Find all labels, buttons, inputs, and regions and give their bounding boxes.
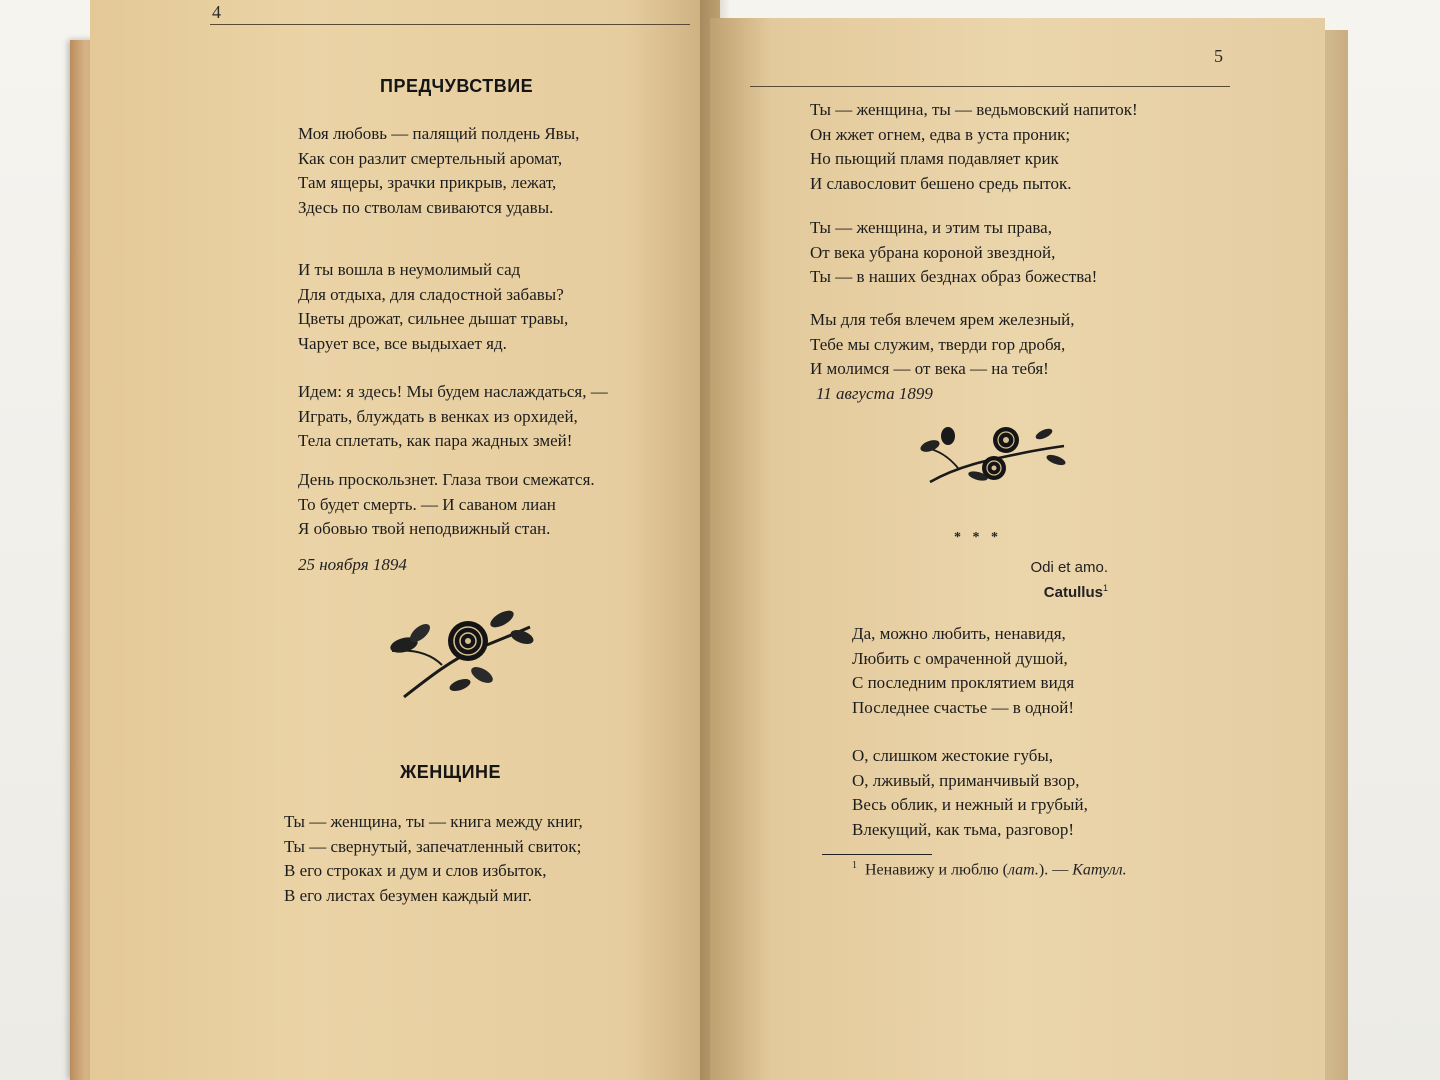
stanza (298, 380, 608, 454)
footnote (852, 860, 1127, 879)
verse-line: О, лживый, приманчивый взор, (852, 770, 1080, 790)
verse-line: Там ящеры, зрачки прикрыв, лежат, (298, 173, 557, 192)
verse-line: Да, можно любить, ненавидя, (852, 624, 1066, 643)
verse-line: То будет смерть. — И саваном лиан (298, 494, 556, 514)
verse-line: Он жжет огнем, едва в уста проник; (810, 124, 1071, 144)
stanza (852, 744, 1088, 842)
rose-branch-icon (382, 605, 542, 705)
verse-line: Здесь по стволам свиваются удавы. (298, 197, 554, 217)
verse-line: Играть, блуждать в венках из орхидей, (298, 406, 578, 426)
verse-line: Последнее счастье — в одной! (852, 697, 1075, 717)
stanza (298, 122, 579, 220)
footnote-text: Ненавижу и люблю ( (865, 861, 1008, 879)
footnote-rule (822, 854, 932, 855)
header-rule-right (750, 86, 1230, 87)
poem-date: 11 августа 1899 (816, 384, 933, 403)
verse-line: Ты — в наших безднах образ божества! (810, 267, 1098, 286)
verse-line: В его листах безумен каждый миг. (284, 885, 532, 905)
rose-sprig-icon (918, 420, 1068, 492)
verse-line: Для отдыха, для сладостной забавы? (298, 284, 564, 304)
verse-line: Влекущий, как тьма, разговор! (852, 819, 1074, 839)
poem-date: 25 ноября 1894 (298, 555, 407, 574)
epigraph (960, 558, 1108, 603)
verse-line: Ты — женщина, и этим ты права, (810, 218, 1052, 237)
verse-line: С последним проклятием видя (852, 673, 1075, 692)
epigraph-author (960, 578, 1108, 603)
verse-line: Тебе мы служим, тверди гор дробя, (810, 334, 1066, 354)
verse-line: Мы для тебя влечем ярем железный, (810, 310, 1075, 329)
page-number-right: 5 (1214, 46, 1223, 66)
left-page (90, 0, 720, 1080)
verse-line: Весь облик, и нежный и грубый, (852, 795, 1088, 814)
poem-title-zhenshchine: ЖЕНЩИНЕ (400, 762, 502, 782)
verse-line: Ты — женщина, ты — книга между книг, (284, 812, 583, 831)
verse-line: День проскользнет. Глаза твои смежатся. (298, 470, 595, 489)
verse-line: О, слишком жестокие губы, (852, 746, 1054, 765)
verse-line: От века убрана короной звездной, (810, 242, 1056, 262)
verse-line: И молимся — от века — на тебя! (810, 359, 1049, 378)
header-rule-left (210, 24, 690, 25)
footnote-author: Катулл. (1072, 861, 1127, 879)
epigraph-note-mark: 1 (1102, 583, 1108, 593)
stanza (298, 468, 595, 542)
verse-line: Любить с омраченной душой, (852, 648, 1068, 668)
footnote-lang: лат. (1008, 861, 1039, 879)
verse-line: Моя любовь — палящий полдень Явы, (298, 124, 580, 143)
footnote-text-after: ). — (1038, 861, 1073, 879)
page-number-left: 4 (212, 2, 221, 22)
verse-line: И ты вошла в неумолимый сад (298, 260, 521, 279)
verse-line: В его строках и дум и слов избыток, (284, 861, 547, 880)
stanza (810, 98, 1138, 196)
stanza (852, 622, 1074, 720)
section-stars: * * * (954, 530, 1002, 545)
stanza (298, 258, 568, 356)
epigraph-author-name: Catullus (1043, 584, 1103, 601)
epigraph-line: Odi et amo. (1030, 559, 1108, 576)
stanza (810, 216, 1097, 290)
verse-line: Тела сплетать, как пара жадных змей! (298, 431, 573, 450)
stanza (284, 810, 583, 908)
verse-line: Идем: я здесь! Мы будем наслаждаться, — (298, 382, 608, 401)
stanza (810, 308, 1075, 382)
verse-line: Ты — женщина, ты — ведьмовский напиток! (810, 100, 1138, 119)
poem-title-predchuvstvie: ПРЕДЧУВСТВИЕ (380, 76, 534, 96)
verse-line: Ты — свернутый, запечатленный свиток; (284, 836, 582, 856)
verse-line: Но пьющий пламя подавляет крик (810, 149, 1059, 168)
right-page (710, 18, 1325, 1080)
verse-line: Цветы дрожат, сильнее дышат травы, (298, 309, 569, 328)
verse-line: Как сон разлит смертельный аромат, (298, 148, 563, 168)
footnote-mark: 1 (852, 860, 857, 871)
verse-line: И славословит бешено средь пыток. (810, 173, 1072, 193)
verse-line: Чарует все, все выдыхает яд. (298, 333, 507, 353)
verse-line: Я обовью твой неподвижный стан. (298, 519, 551, 538)
